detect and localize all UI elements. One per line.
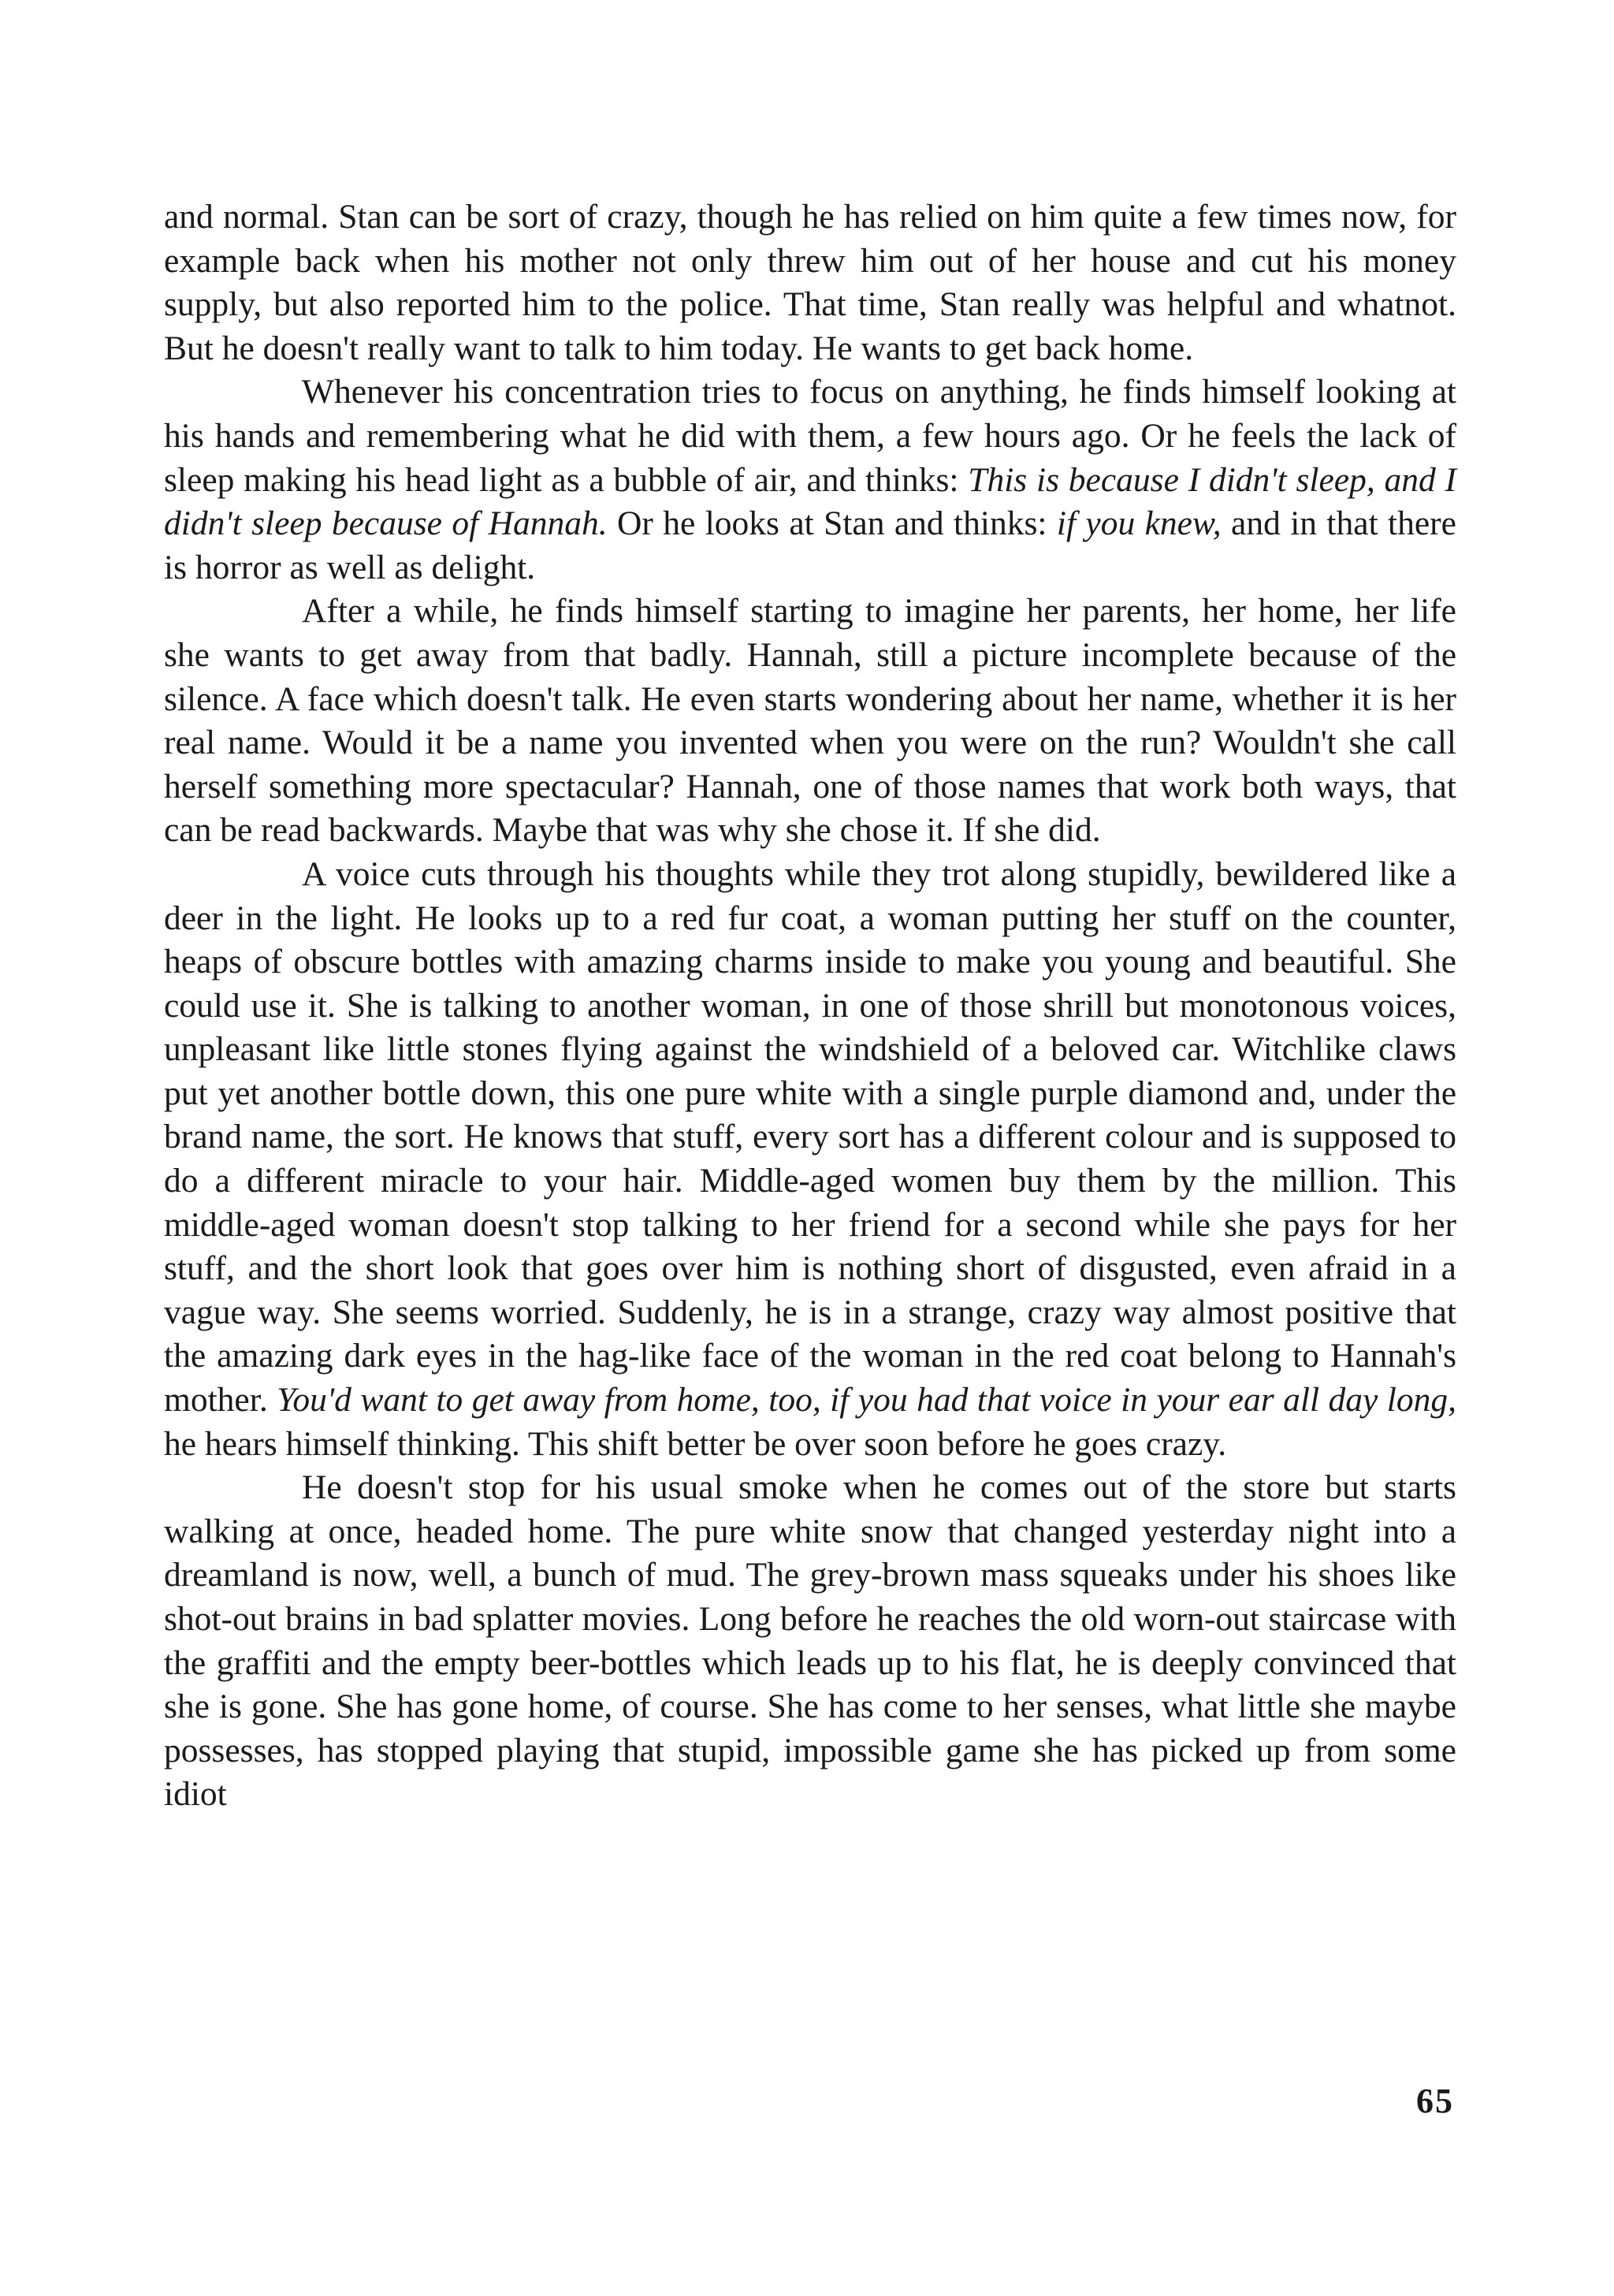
paragraph-2 — [164, 370, 1456, 590]
page-body — [164, 195, 1456, 1817]
paragraph-2-text-a: Whenever his concentration tries to focus on anything, he finds himself looking at his hands and remembering what he did with them, a few hours ago. Or he feels the lack of sleep making his head light as a bubble of air, and thinks: — [164, 373, 1456, 499]
paragraph-2-italic-a: This is because I didn't sleep, and I didn't sleep because of Hannah. — [164, 460, 1457, 543]
paragraph-5-text: He doesn't stop for his usual smoke when he comes out of the store but starts walking at once, headed home. The pure white snow that changed yesterday night into a dreamland is now, well, a bunch of mud. The grey-brown mass squeaks under his shoes like shot-out brains in bad splatter movies. Long before he reaches the old worn-out staircase with the graffiti and the empty beer-bottles which leads up to his flat, he is deeply convinced that she is gone. She has gone home, of course. She has come to her senses, what little she maybe possesses, has stopped playing that stupid, impossible game she has picked up from some idiot — [164, 1468, 1456, 1814]
paragraph-1-text: and normal. Stan can be sort of crazy, though he has relied on him quite a few times now, for example back when his mother not only threw him out of her house and cut his money supply, but also reported him to the police. That time, Stan really was helpful and whatnot. But he doesn't really want to talk to him today. He wants to get back home. — [164, 198, 1456, 367]
paragraph-3-text: After a while, he finds himself starting to imagine her parents, her home, her life she wants to get away from that badly. Hannah, still a picture incomplete because of the silence. A face which doesn't talk. He even starts wondering about her name, whether it is her real name. Would it be a name you invented when you were on the run? Wouldn't she call herself something more spectacular? Hannah, one of those names that work both ways, that can be read backwards. Maybe that was why she chose it. If she did. — [164, 592, 1456, 850]
paragraph-4-text-a: A voice cuts through his thoughts while they trot along stupidly, bewildered like a deer in the light. He looks up to a red fur coat, a woman putting her stuff on the counter, heaps of obscure bottles with amazing charms inside to make you young and beautiful. She could use it. She is talking to another woman, in one of those shrill but monotonous voices, unpleasant like little stones flying against the windshield of a beloved car. Witchlike claws put yet another bottle down, this one pure white with a single purple diamond and, under the brand name, the sort. He knows that stuff, every sort has a different colour and is supposed to do a different miracle to your hair. Middle-aged women buy them by the million. This middle-aged woman doesn't stop talking to her friend for a second while she pays for her stuff, and the short look that goes over him is nothing short of disgusted, even afraid in a vague way. She seems worried. Suddenly, he is in a strange, crazy way almost positive that the amazing dark eyes in the hag-like face of the woman in the red coat belong to Hannah's mother. — [164, 854, 1456, 1420]
paragraph-4 — [164, 853, 1456, 1466]
paragraph-5 — [164, 1466, 1456, 1817]
page-number: 65 — [1416, 2082, 1454, 2120]
paragraph-2-italic-b: if you knew, — [1056, 504, 1222, 543]
paragraph-2-text-b: Or he looks at Stan and thinks: — [607, 504, 1057, 543]
paragraph-4-text-b: he hears himself thinking. This shift better be over soon before he goes crazy. — [164, 1424, 1227, 1463]
paragraph-1 — [164, 195, 1456, 370]
paragraph-2-text-c: and in that there is horror as well as delight. — [164, 504, 1456, 586]
paragraph-4-italic: You'd want to get away from home, too, if you had that voice in your ear all day long, — [277, 1381, 1456, 1420]
paragraph-3 — [164, 590, 1456, 853]
